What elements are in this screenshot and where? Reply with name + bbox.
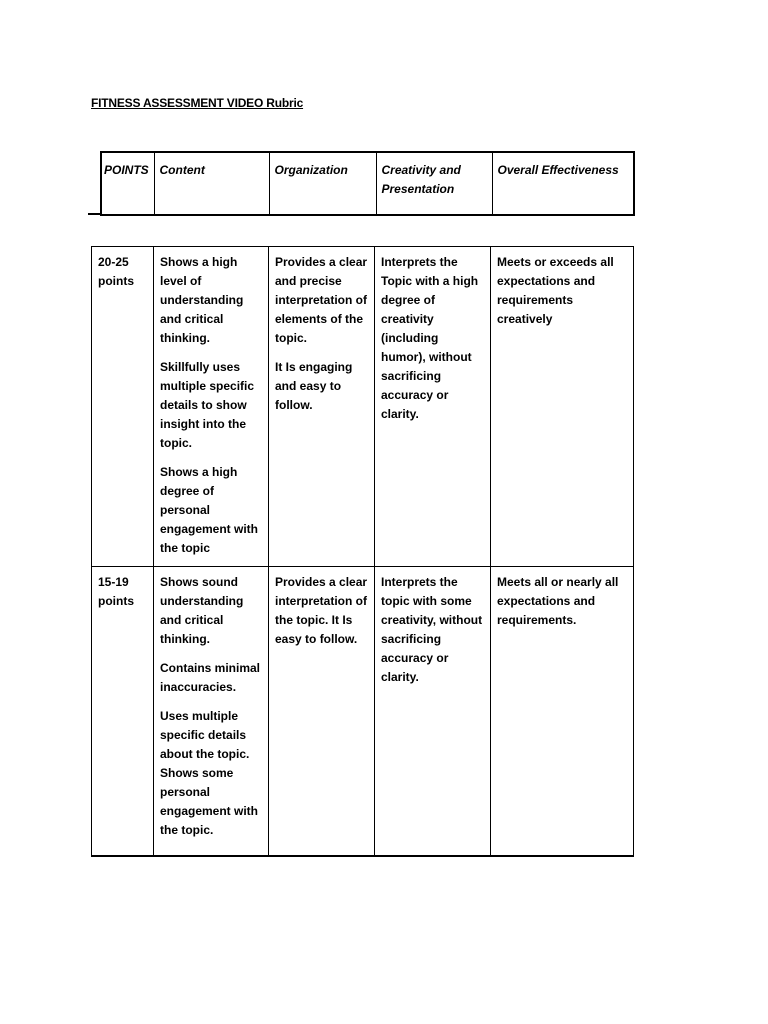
organization-cell: [269, 247, 375, 567]
header-points: POINTS: [101, 152, 154, 215]
content-paragraph: Skillfully uses multiple specific details to show insight into the topic.: [160, 360, 255, 450]
organization-cell: [269, 567, 375, 856]
points-label: 15-19 points: [98, 575, 134, 608]
header-content: Content: [154, 152, 269, 215]
document-title: FITNESS ASSESSMENT VIDEO Rubric: [91, 96, 304, 110]
rubric-body-table: [91, 246, 634, 857]
points-label: 20-25 points: [98, 255, 134, 288]
content-paragraph: Shows sound understanding and critical thinking.: [160, 575, 244, 646]
content-paragraph: Shows a high degree of personal engagement with the topic: [160, 465, 259, 555]
effectiveness-cell: [491, 567, 634, 856]
content-cell: [154, 567, 269, 856]
effectiveness-paragraph: Meets or exceeds all expectations and requirements creatively: [497, 255, 614, 326]
content-paragraph: Contains minimal inaccuracies.: [160, 661, 261, 694]
creativity-cell: [375, 567, 491, 856]
content-cell: [154, 247, 269, 567]
rubric-header-table: [100, 151, 635, 216]
header-organization: Organization: [269, 152, 376, 215]
points-cell: [92, 567, 154, 856]
creativity-paragraph: Interprets the Topic with a high degree of creativity (including humor), without sacrificing accuracy or clarity.: [381, 255, 479, 421]
organization-paragraph: It Is engaging and easy to follow.: [275, 360, 353, 412]
organization-paragraph: Provides a clear and precise interpretation of elements of the topic.: [275, 255, 368, 345]
organization-paragraph: Provides a clear interpretation of the topic. It Is easy to follow.: [275, 575, 368, 646]
header-creativity: Creativity and Presentation: [376, 152, 492, 215]
table-row: [92, 247, 634, 567]
creativity-paragraph: Interprets the topic with some creativity, without sacrificing accuracy or clarity.: [381, 575, 483, 684]
effectiveness-cell: [491, 247, 634, 567]
points-cell: [92, 247, 154, 567]
table-row: [92, 567, 634, 856]
content-paragraph: Uses multiple specific details about the topic. Shows some personal engagement with the topic.: [160, 709, 259, 837]
header-rule-stub: [88, 213, 102, 215]
header-row: [101, 152, 634, 215]
header-effectiveness: Overall Effectiveness: [492, 152, 634, 215]
effectiveness-paragraph: Meets all or nearly all expectations and requirements.: [497, 575, 619, 627]
content-paragraph: Shows a high level of understanding and critical thinking.: [160, 255, 244, 345]
creativity-cell: [375, 247, 491, 567]
